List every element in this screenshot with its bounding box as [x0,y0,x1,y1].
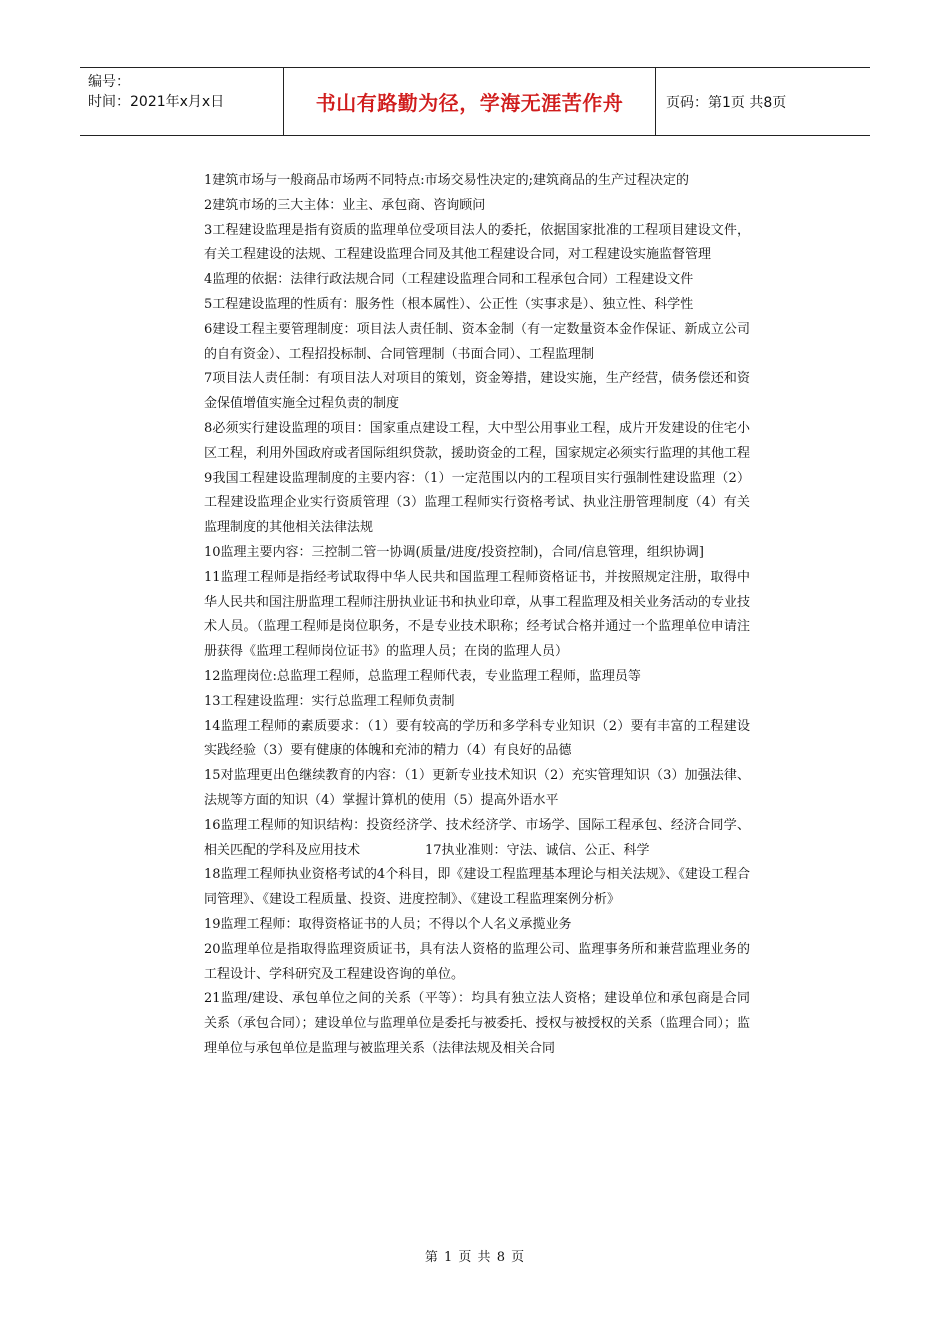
page-footer: 第 1 页 共 8 页 [424,1250,526,1265]
paragraph: 12监理岗位:总监理工程师，总监理工程师代表，专业监理工程师，监理员等 [204,668,641,684]
paragraph: 9我国工程建设监理制度的主要内容：（1）一定范围以内的工程项目实行强制性建设监理（2）工程建设监理企业实行资质管理（3）监理工程师实行资格考试、执业注册管理制度（4）有关监理制度的其他相关法律法规 [204,470,750,536]
paragraph: 19监理工程师：取得资格证书的人员；不得以个人名义承揽业务 [204,916,572,932]
paragraph: 10监理主要内容：三控制二管一协调(质量/进度/投资控制)，合同/信息管理，组织协调] [204,544,704,560]
document-date: 时间：2021年x月x日 [88,94,225,110]
paragraph: 8必须实行建设监理的项目：国家重点建设工程，大中型公用事业工程，成片开发建设的住宅小区工程，利用外国政府或者国际组织贷款，援助资金的工程，国家规定必须实行监理的其他工程 [204,420,751,461]
paragraph: 6建设工程主要管理制度：项目法人责任制、资本金制（有一定数量资本金作保证、新成立公司的自有资金）、工程招投标制、合同管理制（书面合同）、工程监理制 [204,321,750,362]
paragraph: 7项目法人责任制：有项目法人对项目的策划，资金筹措，建设实施，生产经营，债务偿还和资金保值增值实施全过程负责的制度 [204,371,750,412]
paragraph: 13工程建设监理：实行总监理工程师负责制 [204,693,455,709]
paragraph: 3工程建设监理是指有资质的监理单位受项目法人的委托，依据国家批准的工程项目建设文件，有关工程建设的法规、工程建设监理合同及其他工程建设合同，对工程建设实施监督管理 [204,222,750,263]
header-motto: 书山有路勤为径，学海无涯苦作舟 [283,68,656,135]
paragraph: 14监理工程师的素质要求：（1）要有较高的学历和多学科专业知识（2）要有丰富的工程建设实践经验（3）要有健康的体魄和充沛的精力（4）有良好的品德 [204,718,750,759]
header-meta [80,68,283,135]
paragraph: 15对监理更出色继续教育的内容：（1）更新专业技术知识（2）充实管理知识（3）加强法律、法规等方面的知识（4）掌握计算机的使用（5）提高外语水平 [204,768,750,808]
document-number-label: 编号： [88,74,130,90]
paragraph: 4监理的依据：法律行政法规合同（工程建设监理合同和工程承包合同）工程建设文件 [204,272,694,288]
paragraph: 18监理工程师执业资格考试的4个科目，即《建设工程监理基本理论与相关法规》、《建设工程合同管理》、《建设工程质量、投资、进度控制》、《建设工程监理案例分析》 [204,867,750,908]
paragraph: 21监理/建设、承包单位之间的关系（平等）：均具有独立法人资格；建设单位和承包商是合同关系（承包合同）；建设单位与监理单位是委托与被委托、授权与被授权的关系（监理合同）；监理单位与承包单位是监理与被监理关系（法律法规及相关合同 [204,991,751,1056]
document-header [80,67,870,136]
document-body [204,169,750,1062]
paragraph: 2建筑市场的三大主体：业主、承包商、咨询顾问 [204,197,486,213]
paragraph: 5工程建设监理的性质有：服务性（根本属性）、公正性（实事求是）、独立性、科学性 [204,296,694,312]
paragraph: 1建筑市场与一般商品市场两不同特点:市场交易性决定的;建筑商品的生产过程决定的 [204,173,690,188]
paragraph: 11监理工程师是指经考试取得中华人民共和国监理工程师资格证书，并按照规定注册，取得中华人民共和国注册监理工程师注册执业证书和执业印章，从事工程监理及相关业务活动的专业技术人员。（监理工程师是岗位职务，不是专业技术职称；经考试合格并通过一个监理单位申请注册获得《监理工程师岗位证书》的监理人员；在岗的监理人员） [204,569,751,660]
paragraph: 16监理工程师的知识结构：投资经济学、技术经济学、市场学、国际工程承包、经济合同学、相关匹配的学科及应用技术 17执业准则：守法、诚信、公正、科学 [204,817,750,858]
paragraph: 20监理单位是指取得监理资质证书，具有法人资格的监理公司、监理事务所和兼营监理业务的工程设计、学科研究及工程建设咨询的单位。 [204,941,750,982]
header-page-info: 页码：第1页 共8页 [666,94,787,111]
